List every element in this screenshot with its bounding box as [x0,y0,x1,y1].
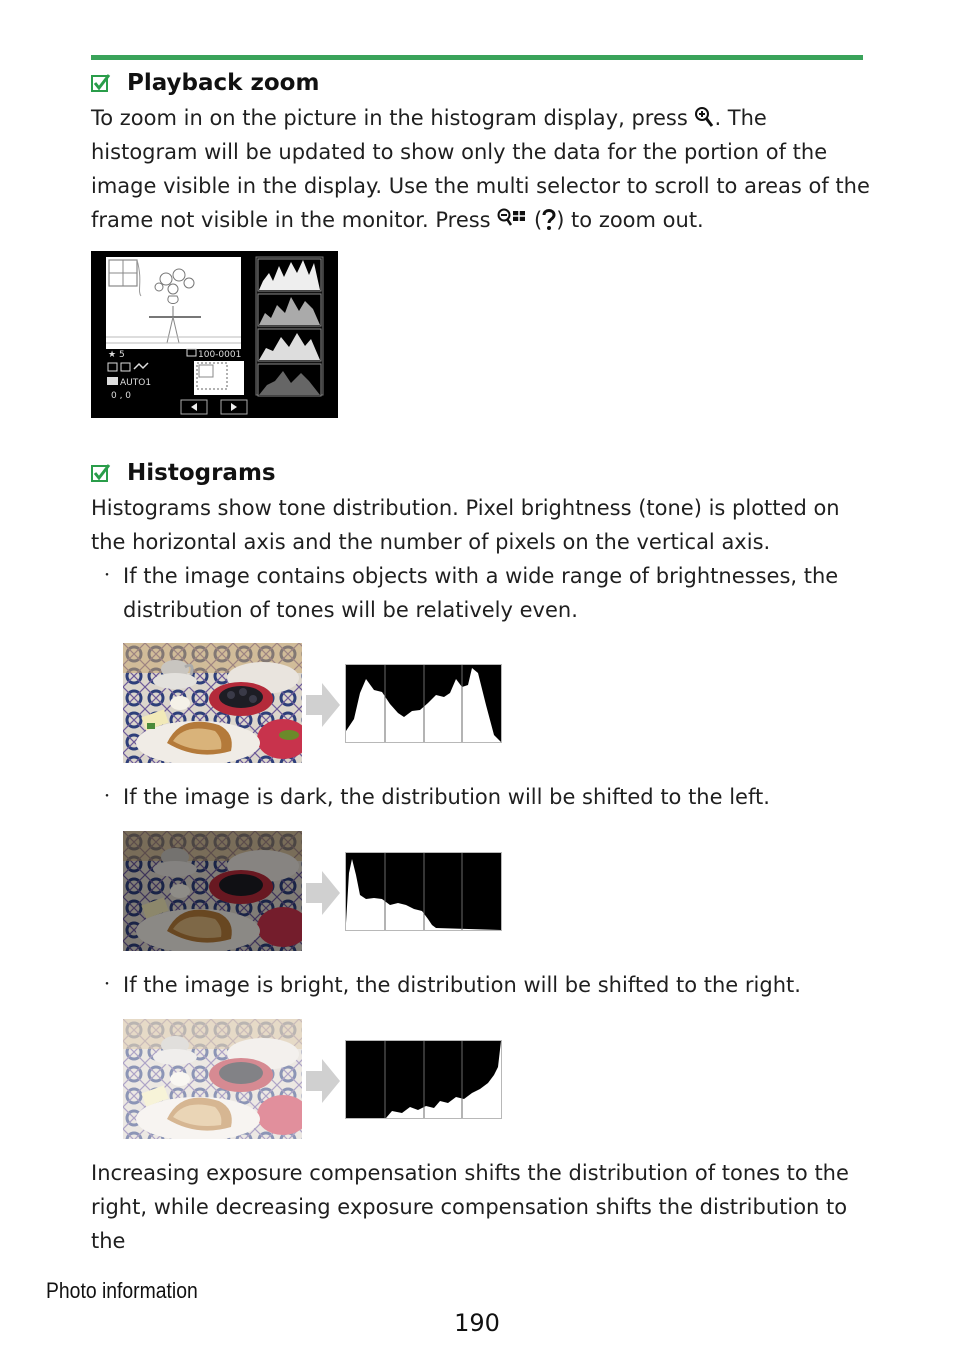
wb-value: AUTO1 [120,378,152,388]
section-accent-bar [91,55,863,60]
histograms-intro: Histograms show tone distribution. Pixel brightness (tone) is plotted on the horizontal axis and the number of pixels on the vertical axis. [91,496,840,554]
folder-file-number: 100-0001 [198,350,242,360]
sample-photo-bright [123,1019,302,1139]
histogram-even [345,664,502,743]
camera-histogram-display [91,251,338,418]
bullet-marker: ・ [100,568,114,584]
rating-value: 5 [119,350,125,360]
arrow-right-icon [306,871,340,915]
histograms-title: Histograms [127,460,276,486]
zoom-out-thumbnail-icon [497,208,527,230]
checkmark-icon [91,73,111,93]
bullet-dark-image [100,780,860,814]
bullet-text: If the image is bright, the distribution will be shifted to the right. [123,973,801,997]
wb-adjust-values: 0 , 0 [111,391,132,401]
checkmark-icon [91,463,111,483]
playback-zoom-title: Playback zoom [127,70,320,96]
bullet-marker: ・ [100,789,114,805]
arrow-right-icon [306,683,340,727]
playback-zoom-paragraph: To zoom in on the picture in the histogram display, press . The histogram will be updated to show only the data for the portion of the image visible in the display. Use the multi selector to scroll to areas of the frame not visible in the monitor. Press ( ) to zoom out. [91,106,870,232]
footer-section-label: Photo information [46,1278,198,1303]
arrow-right-icon [306,1059,340,1103]
histogram-dark [345,852,502,931]
bullet-text: If the image contains objects with a wide range of brightnesses, the distribution of tones will be relatively even. [123,564,839,622]
help-icon [542,208,556,230]
playback-zoom-heading [91,68,319,98]
sample-photo-normal [123,643,302,763]
sample-photo-dark [123,831,302,951]
exposure-compensation-paragraph: Increasing exposure compensation shifts the distribution of tones to the right, while decreasing exposure compensation shifts the distribution to the [91,1161,849,1253]
zoom-in-icon [694,106,714,128]
histogram-bright [345,1040,502,1119]
bullet-even-distribution [100,559,860,627]
bullet-bright-image [100,968,860,1002]
page-number: 190 [454,1309,500,1337]
bullet-text: If the image is dark, the distribution will be shifted to the left. [123,785,770,809]
histograms-heading [91,458,276,488]
svg-text:★: ★ [108,350,117,360]
bullet-marker: ・ [100,977,114,993]
camera-display-illustration [91,251,338,418]
